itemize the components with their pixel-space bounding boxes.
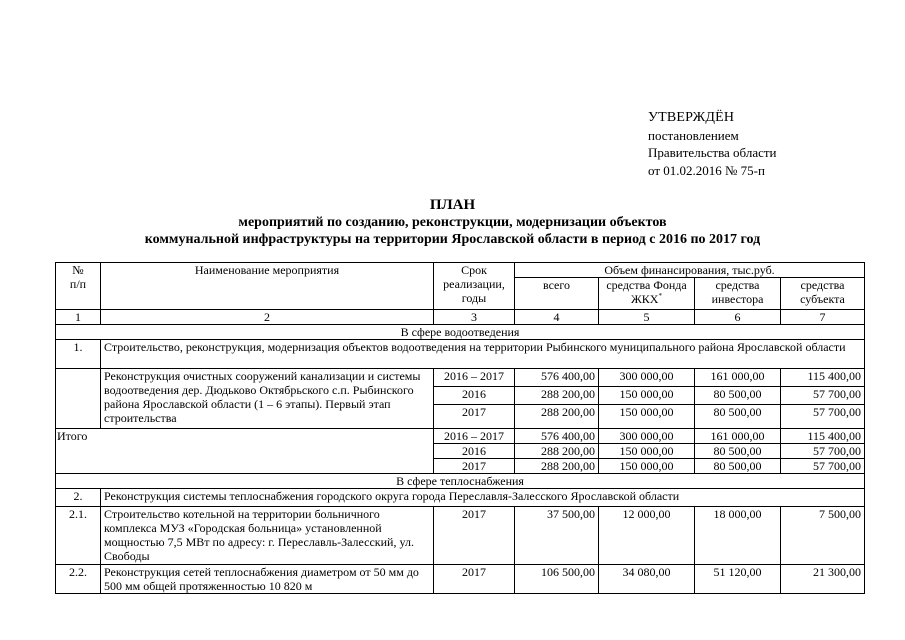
header-term: Срок реализации, годы bbox=[434, 263, 515, 310]
cell-total: 288 200,00 bbox=[515, 459, 599, 474]
row-number: 2. bbox=[56, 489, 101, 507]
table-row bbox=[56, 369, 865, 387]
approval-line: постановлением bbox=[648, 127, 739, 143]
cell-subject: 115 400,00 bbox=[781, 429, 865, 444]
column-number: 5 bbox=[599, 310, 695, 325]
header-funding: Объем финансирования, тыс.руб. bbox=[515, 263, 865, 278]
table-row bbox=[56, 507, 865, 565]
cell-total: 288 200,00 bbox=[515, 387, 599, 405]
cell-term: 2016 bbox=[434, 387, 515, 405]
column-number: 3 bbox=[434, 310, 515, 325]
column-number: 6 bbox=[695, 310, 781, 325]
cell-investor: 80 500,00 bbox=[695, 387, 781, 405]
title-line: ПЛАН bbox=[429, 197, 476, 213]
approval-stamp bbox=[648, 109, 777, 179]
cell-term: 2016 bbox=[434, 444, 515, 459]
cell-fund: 300 000,00 bbox=[599, 369, 695, 387]
cell-fund: 12 000,00 bbox=[599, 507, 695, 565]
cell-term: 2017 bbox=[434, 565, 515, 594]
cell-investor: 80 500,00 bbox=[695, 444, 781, 459]
cell-fund: 300 000,00 bbox=[599, 429, 695, 444]
total-row bbox=[56, 429, 865, 444]
cell-fund: 34 080,00 bbox=[599, 565, 695, 594]
document-title bbox=[0, 197, 905, 248]
row-name: Строительство котельной на территории больничного комплекса МУЗ «Городская больница» установленной мощностью 7,5 МВт по адресу: г. Переславль-Залесский, ул. Свободы bbox=[101, 507, 434, 565]
column-number: 4 bbox=[515, 310, 599, 325]
row-number: 2.1. bbox=[56, 507, 101, 565]
column-number: 2 bbox=[101, 310, 434, 325]
table-row bbox=[56, 565, 865, 594]
table-row bbox=[56, 489, 865, 507]
row-number: 2.2. bbox=[56, 565, 101, 594]
cell-subject: 21 300,00 bbox=[781, 565, 865, 594]
cell-investor: 51 120,00 bbox=[695, 565, 781, 594]
cell-fund: 150 000,00 bbox=[599, 459, 695, 474]
cell-term: 2016 – 2017 bbox=[434, 369, 515, 387]
cell-subject: 57 700,00 bbox=[781, 459, 865, 474]
header-name: Наименование мероприятия bbox=[101, 263, 434, 310]
cell-subject: 57 700,00 bbox=[781, 387, 865, 405]
section-row bbox=[56, 474, 865, 489]
column-number-row bbox=[56, 310, 865, 325]
cell-total: 288 200,00 bbox=[515, 405, 599, 429]
header-num: № п/п bbox=[56, 263, 101, 310]
row-name: Строительство, реконструкция, модернизация объектов водоотведения на территории Рыбинского муниципального района Ярославской области bbox=[101, 340, 865, 369]
cell-total: 37 500,00 bbox=[515, 507, 599, 565]
cell-fund: 150 000,00 bbox=[599, 405, 695, 429]
table-row bbox=[56, 340, 865, 369]
row-name: Реконструкция очистных сооружений канализации и системы водоотведения дер. Дюдьково Октябрьского с.п. Рыбинского района Ярославской области (1 – 6 этапы). Первый этап строительства bbox=[101, 369, 434, 429]
header-total: всего bbox=[515, 278, 599, 310]
table-header-row bbox=[56, 263, 865, 278]
approval-date: от 01.02.2016 № 75-п bbox=[648, 162, 765, 178]
column-number: 7 bbox=[781, 310, 865, 325]
row-number bbox=[56, 369, 101, 429]
cell-term: 2017 bbox=[434, 405, 515, 429]
cell-subject: 115 400,00 bbox=[781, 369, 865, 387]
cell-investor: 18 000,00 bbox=[695, 507, 781, 565]
cell-subject: 57 700,00 bbox=[781, 444, 865, 459]
cell-investor: 161 000,00 bbox=[695, 369, 781, 387]
total-label: Итого bbox=[56, 429, 434, 474]
section-title: В сфере теплоснабжения bbox=[56, 474, 865, 489]
cell-term: 2017 bbox=[434, 507, 515, 565]
column-number: 1 bbox=[56, 310, 101, 325]
cell-total: 576 400,00 bbox=[515, 429, 599, 444]
approval-title: УТВЕРЖДЁН bbox=[648, 110, 735, 125]
title-line: мероприятий по созданию, реконструкции, модернизации объектов bbox=[238, 215, 667, 230]
cell-term: 2016 – 2017 bbox=[434, 429, 515, 444]
cell-subject: 57 700,00 bbox=[781, 405, 865, 429]
section-title: В сфере водоотведения bbox=[56, 325, 865, 340]
title-line: коммунальной инфраструктуры на территории Ярославской области в период с 2016 по 2017 год bbox=[144, 232, 761, 247]
header-fund: средства Фонда ЖКХ* bbox=[599, 278, 695, 310]
row-name: Реконструкция системы теплоснабжения городского округа города Переславля-Залесского Ярославской области bbox=[101, 489, 865, 507]
cell-total: 288 200,00 bbox=[515, 444, 599, 459]
row-number: 1. bbox=[56, 340, 101, 369]
approval-line: Правительства области bbox=[648, 145, 777, 160]
plan-table bbox=[55, 262, 865, 594]
cell-total: 576 400,00 bbox=[515, 369, 599, 387]
cell-investor: 80 500,00 bbox=[695, 405, 781, 429]
cell-term: 2017 bbox=[434, 459, 515, 474]
cell-subject: 7 500,00 bbox=[781, 507, 865, 565]
cell-fund: 150 000,00 bbox=[599, 444, 695, 459]
section-row bbox=[56, 325, 865, 340]
cell-fund: 150 000,00 bbox=[599, 387, 695, 405]
cell-investor: 161 000,00 bbox=[695, 429, 781, 444]
cell-investor: 80 500,00 bbox=[695, 459, 781, 474]
row-name: Реконструкция сетей теплоснабжения диаметром от 50 мм до 500 мм общей протяженностью 10 820 м bbox=[101, 565, 434, 594]
cell-total: 106 500,00 bbox=[515, 565, 599, 594]
header-subject: средства субъекта bbox=[781, 278, 865, 310]
header-investor: средства инвестора bbox=[695, 278, 781, 310]
